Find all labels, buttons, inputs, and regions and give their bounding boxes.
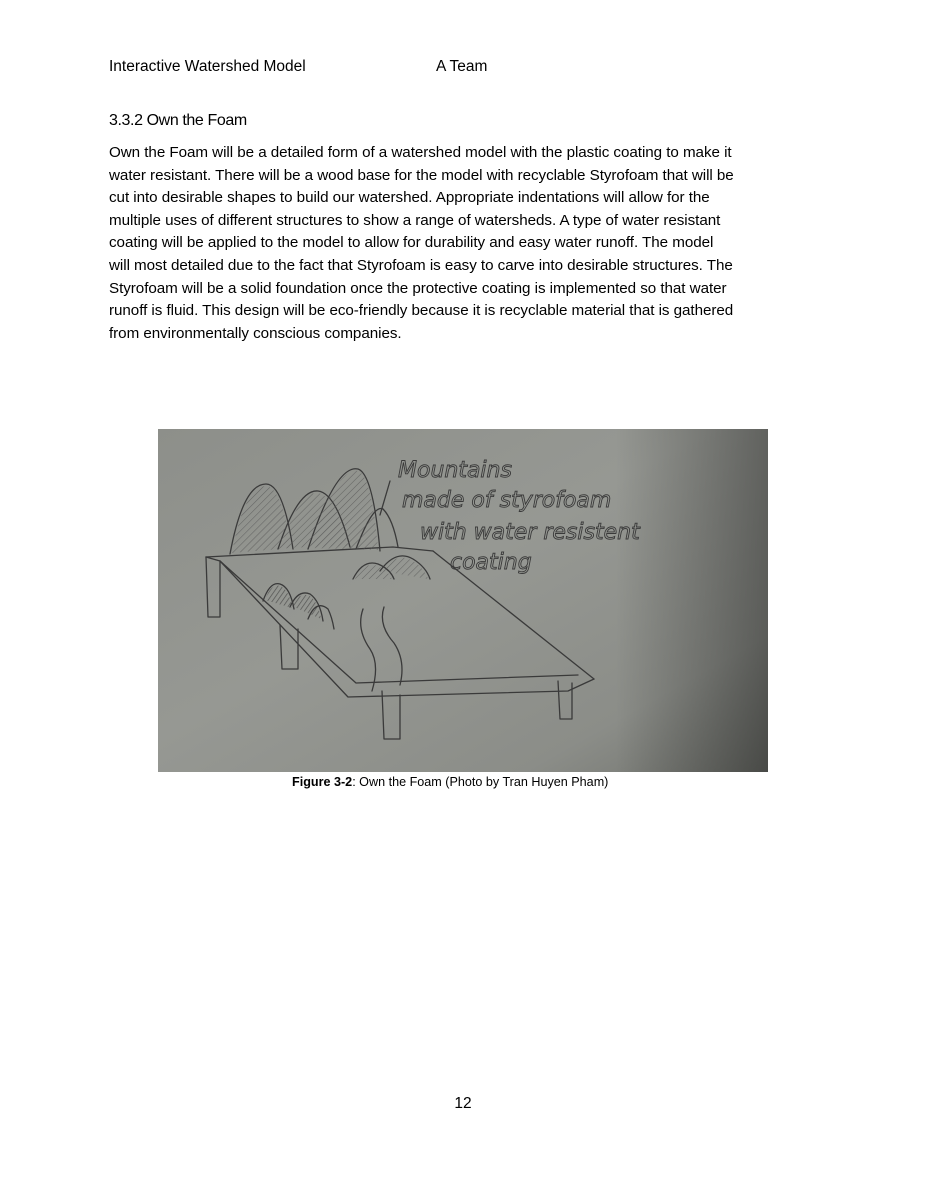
paragraph-line: from environmentally conscious companies. [109,324,402,342]
caption-label: Figure 3-2 [292,775,353,789]
running-header-team: A Team [436,58,488,75]
paragraph-line: multiple uses of different structures to show a range of watersheds. A type of water resistant [109,211,721,229]
paragraph-line: cut into desirable shapes to build our watershed. Appropriate indentations will allow for the [109,189,710,207]
figure-caption [292,774,608,791]
running-header-title: Interactive Watershed Model [109,58,306,75]
paragraph-line: coating will be applied to the model to allow for durability and easy water runoff. The model [109,234,714,252]
page-number: 12 [454,1095,472,1112]
section-heading: 3.3.2 Own the Foam [109,112,247,129]
figure-photo-sketch [158,429,768,772]
annotation-line: coating [450,550,532,575]
paragraph-line: Own the Foam will be a detailed form of a watershed model with the plastic coating to make it [109,144,732,161]
annotation-line: Mountains [398,458,512,483]
paragraph-line: Styrofoam will be a solid foundation once the protective coating is implemented so that water [109,279,727,297]
paragraph-line: water resistant. There will be a wood base for the model with recyclable Styrofoam that will be [109,166,734,184]
body-paragraph [109,142,829,345]
caption-text: : Own the Foam (Photo by Tran Huyen Pham) [352,775,609,789]
paragraph-line: will most detailed due to the fact that Styrofoam is easy to carve into desirable structures. The [109,256,733,274]
paragraph-line: runoff is fluid. This design will be eco-friendly because it is recyclable material that is gathered [109,302,734,320]
annotation-line: with water resistent [420,520,640,545]
annotation-line: made of styrofoam [402,488,612,513]
